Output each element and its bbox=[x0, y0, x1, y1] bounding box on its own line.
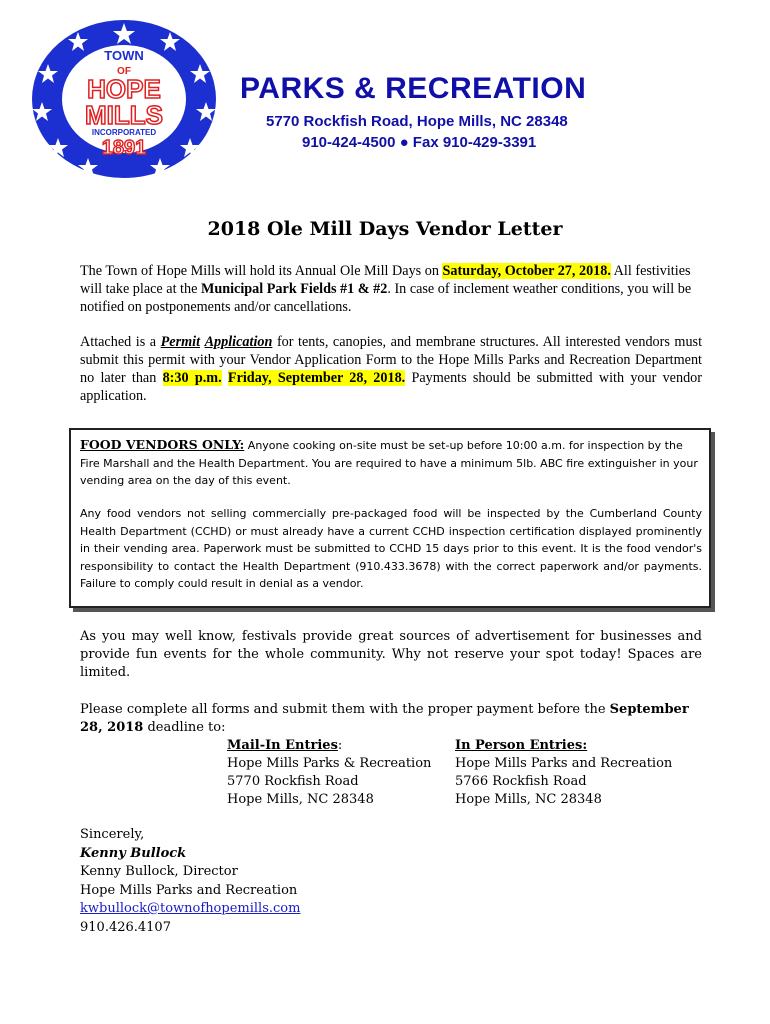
department-title: PARKS & RECREATION bbox=[240, 72, 587, 105]
deadline-date-highlight: Friday, September 28, 2018. bbox=[227, 370, 406, 386]
mail-in-heading: Mail-In Entries bbox=[227, 738, 338, 753]
advertisement-paragraph: As you may well know, festivals provide great sources of advertisement for businesses and provide fun events for the whole community. Why not reserve your spot today! Spaces are limited. bbox=[80, 629, 702, 680]
logo-of: OF bbox=[117, 66, 131, 77]
deadline-time-highlight: 8:30 p.m. bbox=[162, 370, 222, 386]
submission-deadline: September 28, 2018 bbox=[80, 702, 689, 735]
intro-text: The Town of Hope Mills will hold its Annual Ole Mill Days on bbox=[80, 263, 443, 279]
intro-text: . In case of inclement weather conditions, you will be notified on postponements and/or cancellations. bbox=[80, 281, 692, 315]
intro-text: All festivities will take place at the bbox=[80, 263, 691, 297]
in-person-heading: In Person Entries: bbox=[455, 738, 588, 753]
closing: Sincerely, bbox=[80, 827, 145, 842]
food-vendors-text: Anyone cooking on-site must be set-up before 10:00 a.m. for inspection by the Fire Marshall and the Health Department. You are required to have a minimum 5lb. ABC fire extinguisher in your vending area on the day of this event. bbox=[80, 439, 698, 487]
in-person-org: Hope Mills Parks and Recreation bbox=[455, 756, 673, 771]
handwritten-signature: Kenny Bullock bbox=[80, 845, 187, 861]
permit-text: for tents, canopies, and membrane structures. All interested vendors must submit this permit with your Vendor Application Form to the Hope Mills Parks and Recreation Department no later than bbox=[80, 334, 703, 386]
in-person-street: 5766 Rockfish Road bbox=[455, 774, 587, 789]
letter-title: 2018 Ole Mill Days Vendor Letter bbox=[207, 218, 563, 240]
permit-paragraph bbox=[80, 333, 702, 405]
in-person-entries bbox=[455, 737, 672, 809]
intro-paragraph bbox=[80, 262, 702, 316]
permit-text: Payments should be submitted with your vendor application. bbox=[80, 370, 702, 404]
signer-phone: 910.426.4107 bbox=[80, 919, 171, 935]
mail-in-entries bbox=[227, 737, 431, 809]
logo-mills: MILLS bbox=[85, 100, 163, 130]
deadline-text: deadline to: bbox=[143, 720, 226, 735]
department-address: 5770 Rockfish Road, Hope Mills, NC 28348 bbox=[266, 113, 568, 130]
logo-town: TOWN bbox=[104, 48, 144, 63]
event-date-highlight: Saturday, October 27, 2018. bbox=[442, 263, 611, 279]
food-vendors-heading: FOOD VENDORS ONLY: bbox=[80, 437, 245, 452]
logo-hope: HOPE bbox=[87, 74, 161, 104]
logo-incorporated: INCORPORATED bbox=[91, 128, 157, 137]
permit-word: Permit bbox=[160, 334, 201, 350]
permit-text: Attached is a bbox=[80, 334, 161, 350]
town-seal-logo bbox=[30, 18, 218, 180]
signer-name: Kenny Bullock, Director bbox=[80, 864, 238, 879]
mail-in-colon: : bbox=[337, 738, 343, 753]
food-vendors-notice bbox=[80, 436, 702, 490]
deadline-text: Please complete all forms and submit them with the proper payment before the bbox=[80, 702, 610, 717]
in-person-city: Hope Mills, NC 28348 bbox=[455, 792, 602, 807]
mail-in-org: Hope Mills Parks & Recreation bbox=[227, 756, 432, 771]
deadline-paragraph bbox=[80, 701, 702, 737]
email-link[interactable]: kwbullock@townofhopemills.com bbox=[80, 901, 301, 916]
food-inspection-notice: Any food vendors not selling commercially pre-packaged food will be inspected by the Cumberland County Health Department (CCHD) or must already have a current CCHD inspection certification displayed prominently in their vending area. Paperwork must be submitted to CCHD 15 days prior to this event. It is the food vendor's responsibility to contact the Health Department (910.433.3678) with the correct paperwork and/or payments. Failure to comply could result in denial as a vendor. bbox=[80, 507, 702, 590]
signature-block bbox=[80, 826, 300, 937]
mail-in-street: 5770 Rockfish Road bbox=[227, 774, 359, 789]
signer-organization: Hope Mills Parks and Recreation bbox=[80, 882, 298, 898]
mail-in-city: Hope Mills, NC 28348 bbox=[227, 792, 374, 807]
logo-year: 1891 bbox=[101, 137, 147, 159]
application-word: Application bbox=[204, 334, 273, 350]
venue-name: Municipal Park Fields #1 & #2 bbox=[200, 281, 388, 297]
department-phone-fax: 910-424-4500 ● Fax 910-429-3391 bbox=[302, 134, 537, 151]
